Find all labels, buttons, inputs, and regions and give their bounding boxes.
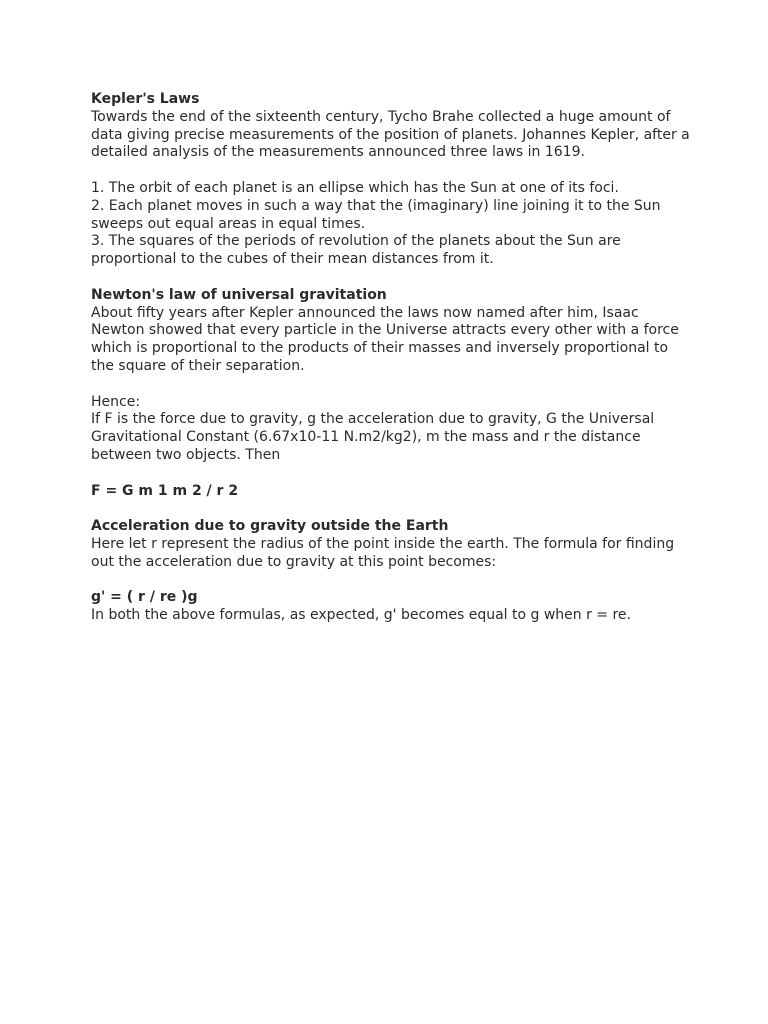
newton-hence: Hence: <box>91 393 141 410</box>
kepler-law-3: 3. The squares of the periods of revolution of the planets about the Sun are proportional to the cubes of their mean distances from it. <box>91 233 621 268</box>
acceleration-conclusion: In both the above formulas, as expected, g' becomes equal to g when r = re. <box>91 607 631 624</box>
spacer <box>91 500 691 518</box>
spacer <box>91 465 691 483</box>
newton-intro: About fifty years after Kepler announced the laws now named after him, Isaac Newton showed that every particle in the Universe attracts every other with a force which is proportional to the products of their masses and inversely proportional to the square of their separation. <box>91 304 679 374</box>
acceleration-heading: Acceleration due to gravity outside the Earth <box>91 518 449 535</box>
newton-heading: Newton's law of universal gravitation <box>91 286 387 303</box>
document-page <box>91 91 691 625</box>
spacer <box>91 269 691 287</box>
kepler-law-1: 1. The orbit of each planet is an ellipse which has the Sun at one of its foci. <box>91 179 619 196</box>
spacer <box>91 376 691 394</box>
kepler-intro: Towards the end of the sixteenth century, Tycho Brahe collected a huge amount of data giving precise measurements of the position of planets. Johannes Kepler, after a detailed analysis of the measurements announced three laws in 1619. <box>91 108 690 161</box>
acceleration-intro: Here let r represent the radius of the point inside the earth. The formula for finding out the acceleration due to gravity at this point becomes: <box>91 535 675 570</box>
kepler-law-2: 2. Each planet moves in such a way that the (imaginary) line joining it to the Sun sweeps out equal areas in equal times. <box>91 197 661 232</box>
spacer <box>91 572 691 590</box>
kepler-heading: Kepler's Laws <box>91 91 200 107</box>
acceleration-formula: g' = ( r / re )g <box>91 589 198 606</box>
gravitation-formula: F = G m 1 m 2 / r 2 <box>91 482 239 499</box>
newton-definition: If F is the force due to gravity, g the acceleration due to gravity, G the Universal Gravitational Constant (6.67x10-11 N.m2/kg2), m the mass and r the distance between two objects. Then <box>91 411 655 463</box>
spacer <box>91 162 691 180</box>
